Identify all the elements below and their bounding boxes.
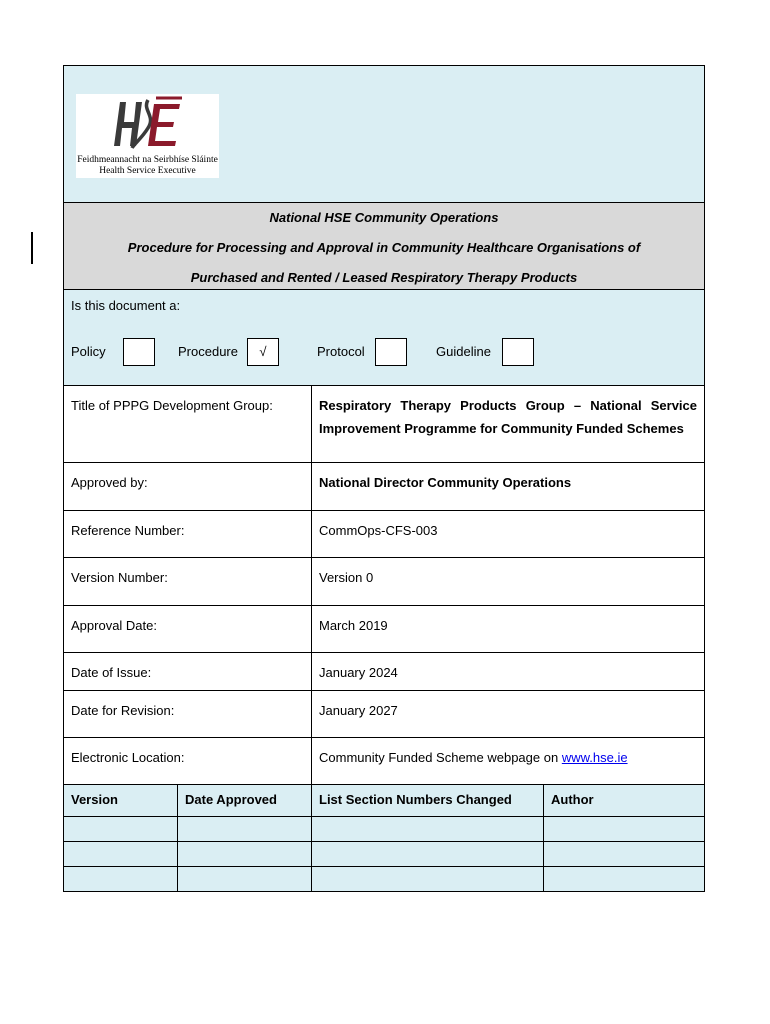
title-line-3: Purchased and Rented / Leased Respiratory Therapy Products	[190, 270, 578, 285]
history-cell	[544, 867, 704, 891]
info-label: Date of Issue:	[64, 653, 312, 690]
info-label: Electronic Location:	[64, 738, 312, 784]
document-type-question: Is this document a:	[71, 298, 181, 313]
title-line-1: National HSE Community Operations	[269, 210, 499, 225]
location-text: Community Funded Scheme webpage on	[319, 750, 562, 765]
info-row-reference-number	[64, 511, 704, 558]
info-row-date-for-revision	[64, 691, 704, 738]
document-cover-table	[63, 65, 705, 892]
option-protocol-label: Protocol	[317, 344, 365, 359]
info-label: Approval Date:	[64, 606, 312, 652]
info-label: Reference Number:	[64, 511, 312, 557]
info-label: Title of PPPG Development Group:	[64, 386, 312, 462]
hse-logo	[76, 94, 219, 178]
history-cell	[544, 817, 704, 841]
history-cell	[64, 867, 178, 891]
history-header-sections-changed: List Section Numbers Changed	[312, 785, 544, 816]
option-policy-checkbox[interactable]	[123, 338, 155, 366]
info-value	[312, 738, 704, 784]
history-cell	[178, 842, 312, 866]
info-row-version-number	[64, 558, 704, 606]
info-row-approval-date	[64, 606, 704, 653]
history-header-date-approved: Date Approved	[178, 785, 312, 816]
history-row	[64, 842, 704, 867]
history-cell	[178, 817, 312, 841]
option-protocol-checkbox[interactable]	[375, 338, 407, 366]
history-header-row	[64, 785, 704, 817]
history-header-version: Version	[64, 785, 178, 816]
history-cell	[312, 842, 544, 866]
info-value: Respiratory Therapy Products Group – National Service Improvement Programme for Community Funded Schemes	[319, 398, 697, 436]
option-guideline-checkbox[interactable]	[502, 338, 534, 366]
text-cursor	[31, 232, 33, 264]
info-row-approved-by	[64, 463, 704, 511]
info-label: Version Number:	[64, 558, 312, 605]
hse-website-link[interactable]: www.hse.ie	[561, 750, 628, 765]
history-cell	[312, 817, 544, 841]
title-block	[64, 203, 704, 290]
history-row	[64, 817, 704, 842]
logo-text-english: Health Service Executive	[99, 166, 196, 176]
history-row	[64, 867, 704, 891]
info-label: Date for Revision:	[64, 691, 312, 737]
option-policy-label: Policy	[71, 344, 106, 359]
title-line-2: Procedure for Processing and Approval in Community Healthcare Organisations of	[127, 240, 641, 255]
info-row-date-of-issue	[64, 653, 704, 691]
info-value: March 2019	[319, 618, 388, 633]
logo-text-irish: Feidhmeannacht na Seirbhíse Sláinte	[77, 155, 218, 165]
document-type-row	[64, 290, 704, 386]
history-header-author: Author	[551, 792, 594, 807]
option-procedure-label: Procedure	[178, 344, 238, 359]
info-value: CommOps-CFS-003	[319, 523, 438, 538]
info-value: January 2027	[319, 703, 398, 718]
history-cell	[64, 842, 178, 866]
hse-logo-mark-icon	[76, 94, 219, 154]
info-value: Version 0	[319, 570, 374, 585]
history-cell	[178, 867, 312, 891]
history-cell	[312, 867, 544, 891]
history-cell	[544, 842, 704, 866]
info-row-development-group	[64, 386, 704, 463]
info-row-electronic-location	[64, 738, 704, 785]
option-procedure-checkbox[interactable]: √	[247, 338, 279, 366]
logo-row	[64, 66, 704, 203]
info-label: Approved by:	[64, 463, 312, 510]
info-value: January 2024	[319, 665, 398, 680]
option-guideline-label: Guideline	[436, 344, 491, 359]
info-value: National Director Community Operations	[319, 475, 572, 490]
history-cell	[64, 817, 178, 841]
